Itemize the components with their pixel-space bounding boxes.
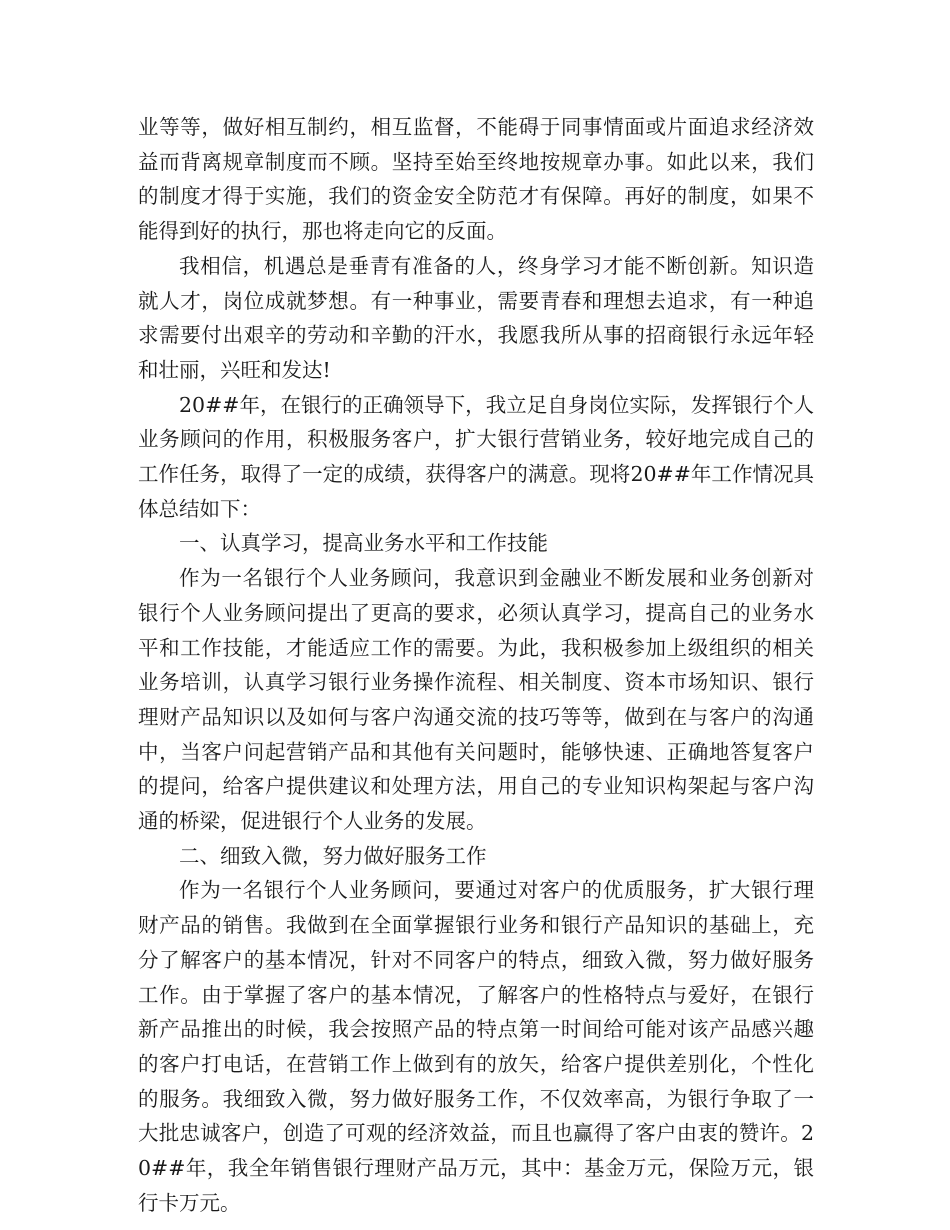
section-heading: 二、细致入微，努力做好服务工作 <box>179 843 487 868</box>
paragraph: 作为一名银行个人业务顾问，我意识到金融业不断发展和业务创新对银行个人业务顾问提出了更高的要求，必须认真学习，提高自己的业务水平和工作技能，才能适应工作的需要。为此，我积极参加上级组织的相关业务培训，认真学习银行业务操作流程、相关制度、资本市场知识、银行理财产品知识以及如何与客户沟通交流的技巧等等，做到在与客户的沟通中，当客户问起营销产品和其他有关问题时，能够快速、正确地答复客户的提问，给客户提供建议和处理方法，用自己的专业知识构架起与客户沟通的桥梁，促进银行个人业务的发展。 <box>138 566 814 834</box>
paragraph: 我相信，机遇总是垂青有准备的人，终身学习才能不断创新。知识造就人才，岗位成就梦想。有一种事业，需要青春和理想去追求，有一种追求需要付出艰辛的劳动和辛勤的汗水，我愿我所从事的招商银行永远年轻和壮丽，兴旺和发达! <box>138 253 814 382</box>
section-heading: 一、认真学习，提高业务水平和工作技能 <box>179 531 548 556</box>
paragraph: 20##年，在银行的正确领导下，我立足自身岗位实际，发挥银行个人业务顾问的作用，积极服务客户，扩大银行营销业务，较好地完成自己的工作任务，取得了一定的成绩，获得客户的满意。现将20##年工作情况具体总结如下： <box>138 392 814 521</box>
paragraph: 作为一名银行个人业务顾问，要通过对客户的优质服务，扩大银行理财产品的销售。我做到在全面掌握银行业务和银行产品知识的基础上，充分了解客户的基本情况，针对不同客户的特点，细致入微，努力做好服务工作。由于掌握了客户的基本情况，了解客户的性格特点与爱好，在银行新产品推出的时候，我会按照产品的特点第一时间给可能对该产品感兴趣的客户打电话，在营销工作上做到有的放矢，给客户提供差别化，个性化的服务。我细致入微，努力做好服务工作，不仅效率高，为银行争取了一大批忠诚客户，创造了可观的经济效益，而且也赢得了客户由衷的赞许。20##年，我全年销售银行理财产品万元，其中：基金万元，保险万元，银行卡万元。 <box>138 878 814 1215</box>
paragraph: 业等等，做好相互制约，相互监督，不能碍于同事情面或片面追求经济效益而背离规章制度而不顾。坚持至始至终地按规章办事。如此以来，我们的制度才得于实施，我们的资金安全防范才有保障。再好的制度，如果不能得到好的执行，那也将走向它的反面。 <box>138 115 814 244</box>
document-body <box>138 110 814 1221</box>
